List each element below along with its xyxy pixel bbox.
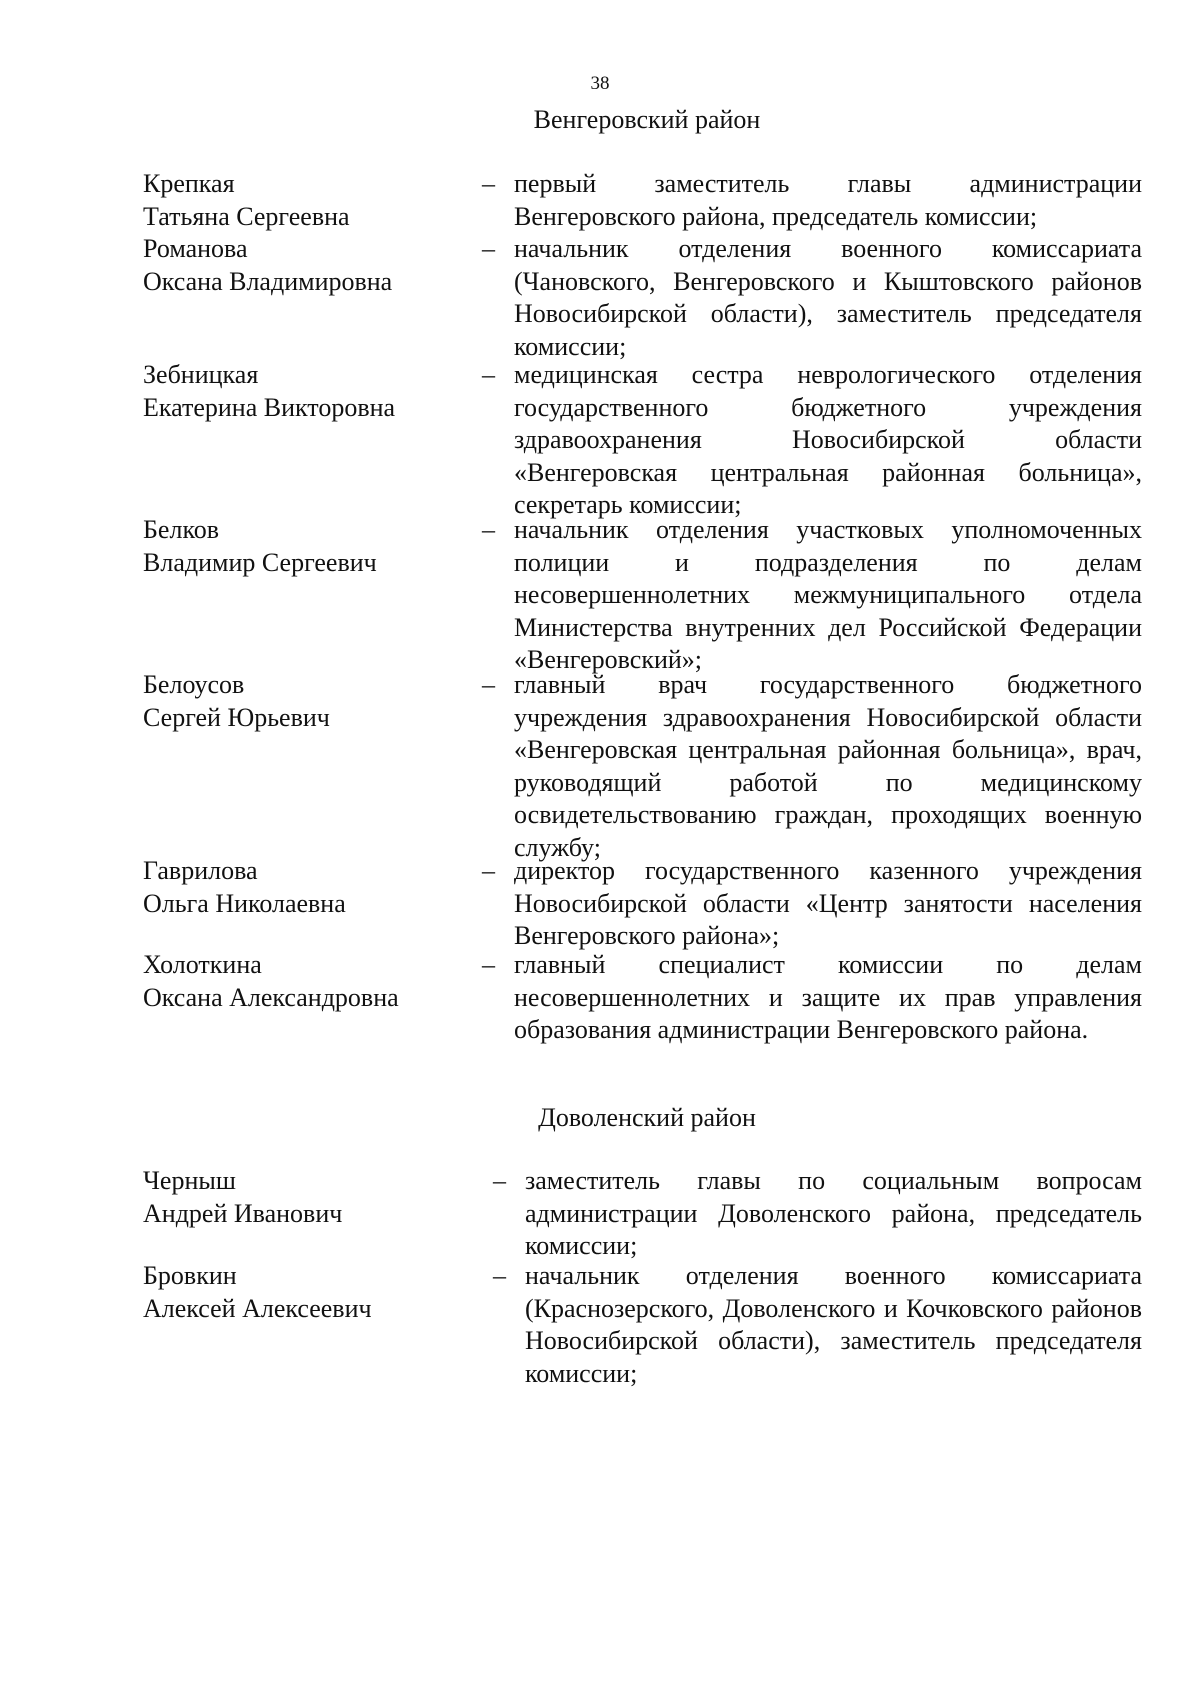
member-name <box>143 1165 473 1230</box>
dash-separator: – <box>482 856 495 885</box>
dash-separator: – <box>482 169 495 198</box>
section-title: Венгеровский район <box>533 105 761 134</box>
member-given-name: Сергей Юрьевич <box>143 702 330 732</box>
member-given-name: Алексей Алексеевич <box>143 1293 372 1323</box>
member-surname: Белков <box>143 515 220 544</box>
member-role: директор государственного казенного учреждения Новосибирской области «Центр занятости населения Венгеровского района»; <box>514 856 1142 951</box>
member-name <box>143 1260 473 1325</box>
member-surname: Романова <box>143 234 248 263</box>
dash-separator: – <box>493 1166 506 1195</box>
member-name <box>143 359 473 424</box>
member-given-name: Владимир Сергеевич <box>143 547 377 577</box>
member-role: начальник отделения военного комиссариата (Чановского, Венгеровского и Кыштовского районов Новосибирской области), заместитель председателя комиссии; <box>514 234 1142 361</box>
member-given-name: Татьяна Сергеевна <box>143 201 350 231</box>
member-surname: Черныш <box>143 1166 236 1195</box>
dash-separator: – <box>482 950 495 979</box>
member-surname: Белоусов <box>143 670 245 699</box>
dash-separator: – <box>482 670 495 699</box>
member-surname: Крепкая <box>143 169 235 198</box>
member-given-name: Андрей Иванович <box>143 1198 343 1228</box>
section-title: Доволенский район <box>538 1103 756 1132</box>
member-surname: Бровкин <box>143 1261 237 1290</box>
member-surname: Зебницкая <box>143 360 259 389</box>
member-role: главный специалист комиссии по делам несовершеннолетних и защите их прав управления образования администрации Венгеровского района. <box>514 950 1142 1045</box>
member-surname: Холоткина <box>143 950 262 979</box>
member-given-name: Екатерина Викторовна <box>143 392 396 422</box>
dash-separator: – <box>482 515 495 544</box>
member-role: главный врач государственного бюджетного учреждения здравоохранения Новосибирской области «Венгеровская центральная районная больница», врач, руководящий работой по медицинскому освидетельствованию граждан, проходящих военную службу; <box>514 670 1142 862</box>
member-name <box>143 168 473 233</box>
dash-separator: – <box>493 1261 506 1290</box>
member-role: заместитель главы по социальным вопросам администрации Доволенского района, председатель комиссии; <box>525 1166 1142 1261</box>
dash-separator: – <box>482 234 495 263</box>
member-role: начальник отделения военного комиссариата (Краснозерского, Доволенского и Кочковского районов Новосибирской области), заместитель председателя комиссии; <box>525 1261 1142 1388</box>
member-name <box>143 669 473 734</box>
member-name <box>143 855 473 920</box>
member-name <box>143 949 473 1014</box>
member-given-name: Оксана Александровна <box>143 982 399 1012</box>
member-role: первый заместитель главы администрации Венгеровского района, председатель комиссии; <box>514 169 1142 231</box>
member-role: медицинская сестра неврологического отделения государственного бюджетного учреждения здравоохранения Новосибирской области «Венгеровская центральная районная больница», секретарь комиссии; <box>514 360 1142 520</box>
member-surname: Гаврилова <box>143 856 258 885</box>
member-name <box>143 233 473 298</box>
member-name <box>143 514 473 579</box>
page-number: 38 <box>590 73 610 94</box>
dash-separator: – <box>482 360 495 389</box>
member-given-name: Ольга Николаевна <box>143 888 346 918</box>
member-role: начальник отделения участковых уполномоченных полиции и подразделения по делам несовершеннолетних межмуниципального отдела Министерства внутренних дел Российской Федерации «Венгеровский»; <box>514 515 1142 675</box>
member-given-name: Оксана Владимировна <box>143 266 393 296</box>
